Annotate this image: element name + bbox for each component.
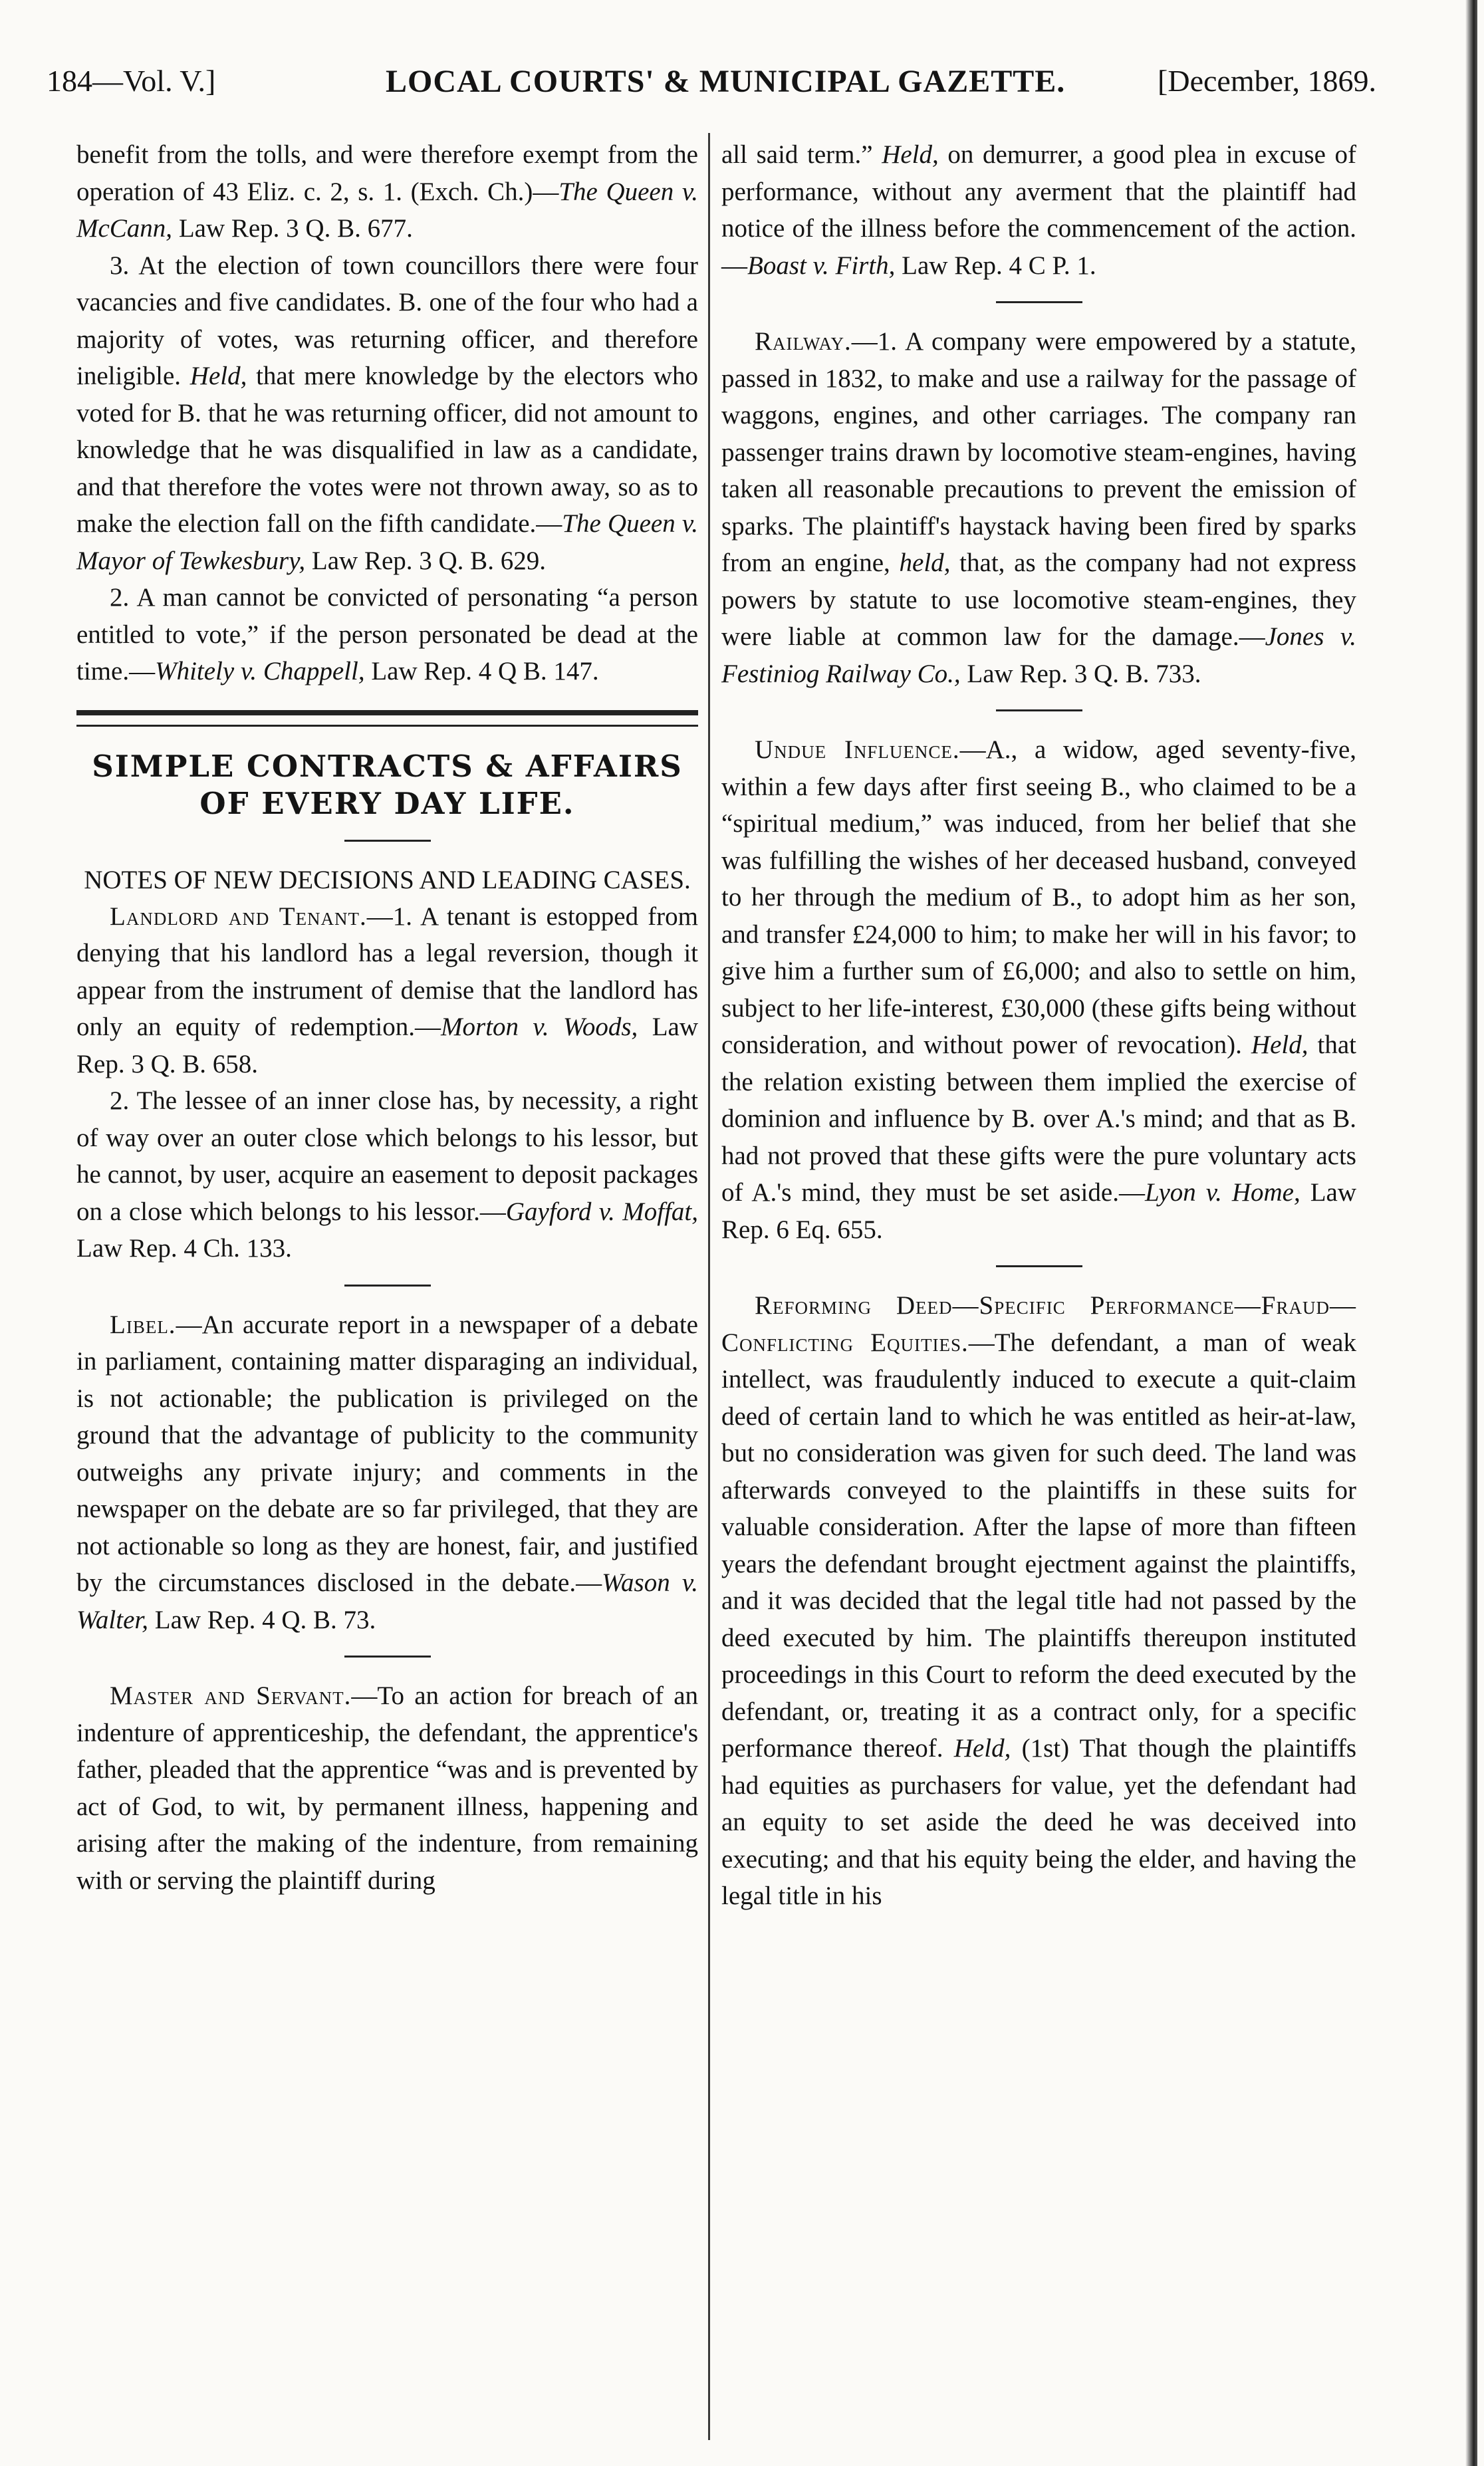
section-title: SIMPLE CONTRACTS & AFFAIRS OF EVERY DAY LIFE. xyxy=(92,748,683,821)
column-divider xyxy=(708,133,710,2440)
paragraph: all said term.” Held, on demurrer, a good plea in excuse of performance, without any averment that the plaintiff had notice of the illness before the commencement of the action.—Boast v. Firth, Law Rep. 4 C P. 1. xyxy=(721,140,1356,280)
paragraph: Master and Servant.—To an action for breach of an indenture of apprenticeship, the defendant, the apprentice's father, pleaded that the apprentice “was and is prevented by act of God, to wit, by permanent illness, happening and arising after the making of the indenture, from remaining with or serving the plaintiff during xyxy=(76,1681,699,1895)
page-edge-shadow xyxy=(1465,0,1477,2466)
short-rule xyxy=(344,840,431,842)
short-rule xyxy=(344,1656,431,1658)
issue-date: [December, 1869. xyxy=(1158,64,1376,98)
short-rule xyxy=(344,1285,431,1287)
paragraph: Undue Influence.—A., a widow, aged seventy-five, within a few days after first seeing B., who claimed to be a “spiritual medium,” was induced, from her belief that she was fulfilling the wishes of her deceased husband, conveyed to her through the medium of B., to adopt him as her son, and transfer £24,000 to him; to make her will in his favor; to give him a further sum of £6,000; and also to settle on him, subject to her life-interest, £30,000 (these gifts being without consideration, and without power of revocation). Held, that the relation existing between them implied the exercise of dominion and influence by B. over A.'s mind; and that as B. had not proved that these gifts were the pure voluntary acts of A.'s mind, they must be set aside.—Lyon v. Home, Law Rep. 6 Eq. 655. xyxy=(721,735,1357,1244)
section-subtitle: NOTES OF NEW DECISIONS AND LEADING CASES. xyxy=(84,865,691,894)
paragraph: Landlord and Tenant.—1. A tenant is estopped from denying that his landlord has a legal reversion, though it appear from the instrument of demise that the landlord has only an equity of redemption.—Morton v. Woods, Law Rep. 3 Q. B. 658. xyxy=(76,902,698,1078)
short-rule xyxy=(996,301,1082,303)
paragraph: 2. The lessee of an inner close has, by necessity, a right of way over an outer close which belongs to his lessor, but he cannot, by user, acquire an easement to deposit packages on a close which belongs to his lessor.—Gayford v. Moffat, Law Rep. 4 Ch. 133. xyxy=(76,1086,698,1263)
section-rule xyxy=(76,710,698,727)
paragraph: Libel.—An accurate report in a newspaper of a debate in parliament, containing matter disparaging an individual, is not actionable; the publication is privileged on the ground that the advantage of publicity to the community outweighs any private injury; and comments in the newspaper on the debate are so far privileged, that they are not actionable so long as they are honest, fair, and justified by the circumstances disclosed in the debate.—Wason v. Walter, Law Rep. 4 Q. B. 73. xyxy=(76,1310,699,1634)
left-column xyxy=(76,136,698,1899)
short-rule xyxy=(996,709,1082,711)
right-column xyxy=(721,136,1356,1915)
paragraph: Reforming Deed—Specific Performance—Fraud—Conflicting Equities.—The defendant, a man of weak intellect, was fraudulently induced to execute a quit-claim deed of certain land to which he was entitled as heir-at-law, but no consideration was given for such deed. The land was afterwards conveyed to the plaintiffs in these suits for valuable consideration. After the lapse of more than fifteen years the defendant brought ejectment against the plaintiffs, and it was decided that the legal title had not passed by the deed executed by him. The plaintiffs thereupon instituted proceedings in this Court to reform the deed executed by the defendant, or, treating it as a contract only, for a specific performance thereof. Held, (1st) That though the plaintiffs had equities as purchasers for value, yet the defendant had an equity to set aside the deed he was deceived into executing; and that his equity being the elder, and having the legal title in his xyxy=(721,1291,1356,1910)
paragraph: 3. At the election of town councillors there were four vacancies and five candidates. B. one of the four who had a majority of votes, was returning officer, and therefore ineligible. Held, that mere knowledge by the electors who voted for B. that he was returning officer, did not amount to knowledge that he was disqualified in law as a candidate, and that therefore the votes were not thrown away, so as to make the election fall on the fifth candidate.—The Queen v. Mayor of Tewkesbury, Law Rep. 3 Q. B. 629. xyxy=(76,251,698,575)
paragraph: 2. A man cannot be convicted of personating “a person entitled to vote,” if the person personated be dead at the time.—Whitely v. Chappell, Law Rep. 4 Q B. 147. xyxy=(76,583,698,685)
page-volume: 184—Vol. V.] xyxy=(47,64,216,98)
paragraph: Railway.—1. A company were empowered by a statute, passed in 1832, to make and use a railway for the passage of waggons, engines, and other carriages. The company ran passenger trains drawn by locomotive steam-engines, having taken all reasonable precautions to prevent the emission of sparks. The plaintiff's haystack having been fired by sparks from an engine, held, that, as the company had not express powers by statute to use locomotive steam-engines, they were liable at common law for the damage.—Jones v. Festiniog Railway Co., Law Rep. 3 Q. B. 733. xyxy=(721,327,1356,688)
page-header xyxy=(47,63,1376,116)
publication-title: LOCAL COURTS' & MUNICIPAL GAZETTE. xyxy=(386,64,1066,99)
paragraph: benefit from the tolls, and were therefore exempt from the operation of 43 Eliz. c. 2, s. 1. (Exch. Ch.)—The Queen v. McCann, Law Rep. 3 Q. B. 677. xyxy=(76,140,698,243)
short-rule xyxy=(996,1265,1082,1267)
